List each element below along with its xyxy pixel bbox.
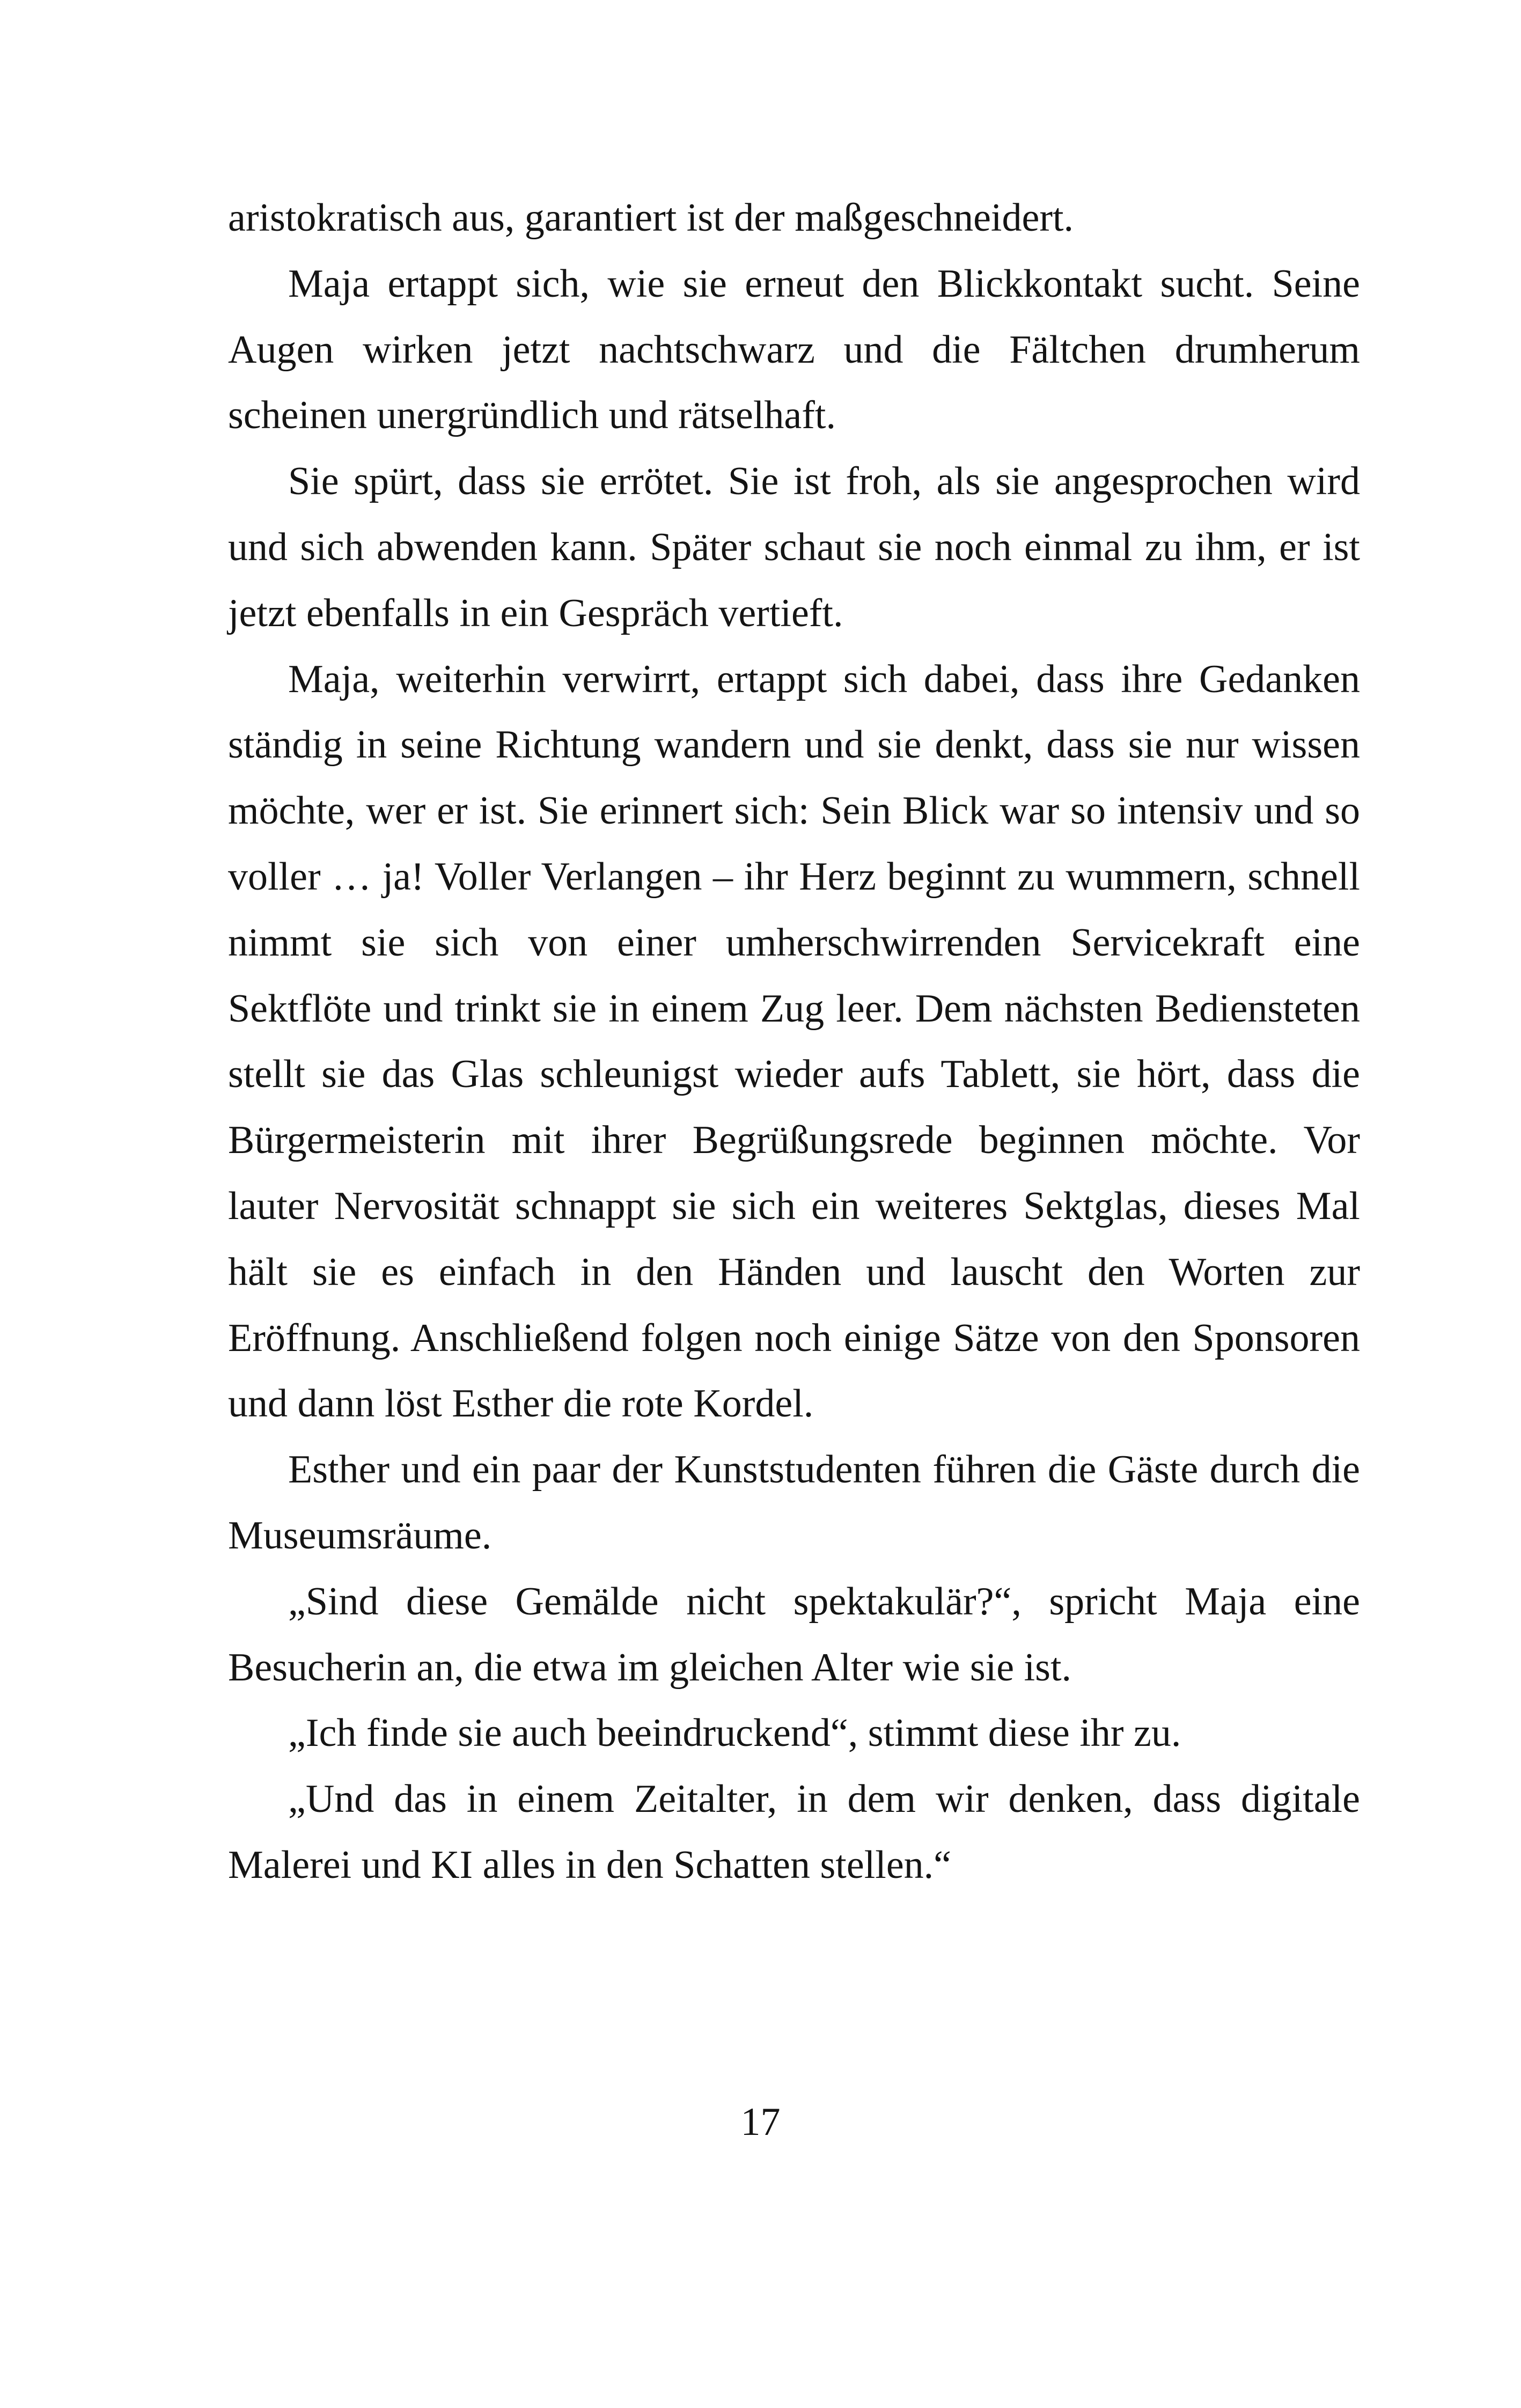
paragraph: Maja ertappt sich, wie sie erneut den Blickkontakt sucht. Seine Augen wirken jetzt nachtschwarz und die Fältchen drumherum scheinen unergründlich und rätselhaft. [228,261,1360,438]
dialogue-paragraph: „Sind diese Gemälde nicht spektakulär?“, spricht Maja eine Besucherin an, die etwa im gleichen Alter wie sie ist. [228,1579,1360,1690]
dialogue-paragraph: „Ich finde sie auch beeindruckend“, stimmt diese ihr zu. [288,1711,1181,1756]
paragraph-continuation: aristokratisch aus, garantiert ist der maßgeschneidert. [228,196,1074,240]
page-number: 17 [740,2100,781,2144]
paragraph: Sie spürt, dass sie errötet. Sie ist froh, als sie angesprochen wird und sich abwenden kann. Später schaut sie noch einmal zu ihm, er ist jetzt ebenfalls in ein Gespräch vertieft. [228,459,1360,635]
paragraph: Esther und ein paar der Kunststudenten führen die Gäste durch die Museumsräume. [228,1448,1360,1558]
dialogue-paragraph: „Und das in einem Zeitalter, in dem wir denken, dass digitale Malerei und KI alles in den Schatten stellen.“ [228,1777,1360,1887]
paragraph: Maja, weiterhin verwirrt, ertappt sich dabei, dass ihre Gedanken ständig in seine Richtung wandern und sie denkt, dass sie nur wissen möchte, wer er ist. Sie erinnert sich: Sein Blick war so intensiv und so voller … ja! Voller Verlangen – ihr Herz beginnt zu wummern, schnell nimmt sie sich von einer umherschwirrenden Servicekraft eine Sektflöte und trinkt sie in einem Zug leer. Dem nächsten Bediensteten stellt sie das Glas schleunigst wieder aufs Tablett, sie hört, dass die Bürgermeisterin mit ihrer Begrüßungsrede beginnen möchte. Vor lauter Nervosität schnappt sie sich ein weiteres Sektglas, dieses Mal hält sie es einfach in den Händen und lauscht den Worten zur Eröffnung. Anschließend folgen noch einige Sätze von den Sponsoren und dann löst Esther die rote Kordel. [228,657,1360,1426]
body-text [228,185,1360,1898]
